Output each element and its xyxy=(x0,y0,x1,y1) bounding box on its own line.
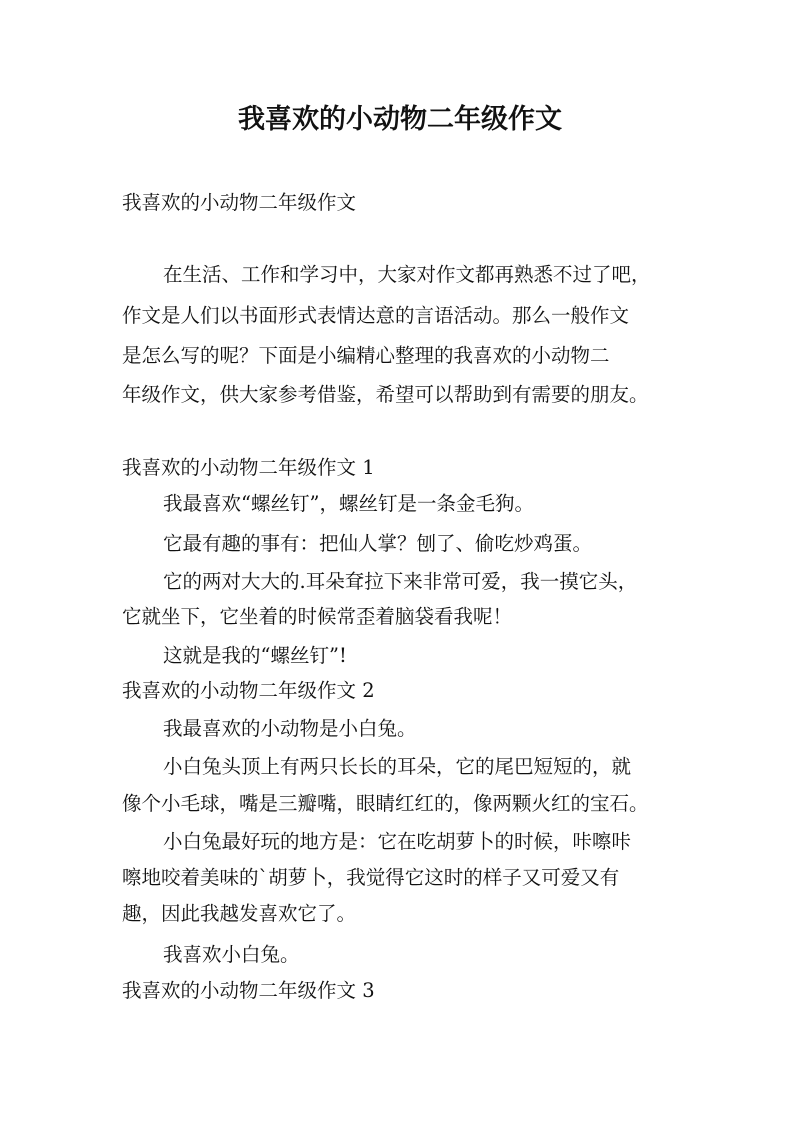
page-title: 我喜欢的小动物二年级作文 xyxy=(238,104,562,135)
intro-line-4: 年级作文，供大家参考借鉴，希望可以帮助到有需要的朋友。 xyxy=(122,383,649,406)
essay2-line-5: 嚓地咬着美味的`胡萝卜，我觉得它这时的样子又可爱又有 xyxy=(122,866,620,889)
intro-line-2: 作文是人们以书面形式表情达意的言语活动。那么一般作文 xyxy=(122,304,630,327)
essay2-line-1: 我最喜欢的小动物是小白兔。 xyxy=(163,717,417,740)
essay1-line-3: 它的两对大大的.耳朵耷拉下来非常可爱，我一摸它头， xyxy=(163,570,638,593)
essay3-heading: 我喜欢的小动物二年级作文 3 xyxy=(122,979,375,1002)
essay1-line-5: 这就是我的“螺丝钉”! xyxy=(163,644,347,667)
essay1-line-4: 它就坐下，它坐着的时候常歪着脑袋看我呢！ xyxy=(122,605,513,628)
essay2-line-7: 我喜欢小白兔。 xyxy=(163,943,300,966)
essay1-line-1: 我最喜欢“螺丝钉”，螺丝钉是一条金毛狗。 xyxy=(163,492,534,515)
essay2-line-2: 小白兔头顶上有两只长长的耳朵，它的尾巴短短的，就 xyxy=(163,755,632,778)
essay2-line-3: 像个小毛球，嘴是三瓣嘴，眼睛红红的，像两颗火红的宝石。 xyxy=(122,792,649,815)
essay1-line-2: 它最有趣的事有：把仙人掌？刨了、偷吃炒鸡蛋。 xyxy=(163,532,593,555)
essay2-line-4: 小白兔最好玩的地方是：它在吃胡萝卜的时候，咔嚓咔 xyxy=(163,830,632,853)
intro-line-1: 在生活、工作和学习中，大家对作文都再熟悉不过了吧， xyxy=(163,263,651,286)
subtitle: 我喜欢的小动物二年级作文 xyxy=(122,191,357,214)
essay2-line-6: 趣，因此我越发喜欢它了。 xyxy=(122,902,357,925)
essay1-heading: 我喜欢的小动物二年级作文 1 xyxy=(122,456,375,479)
intro-line-3: 是怎么写的呢？下面是小编精心整理的我喜欢的小动物二 xyxy=(122,344,610,367)
essay2-heading: 我喜欢的小动物二年级作文 2 xyxy=(122,679,375,702)
